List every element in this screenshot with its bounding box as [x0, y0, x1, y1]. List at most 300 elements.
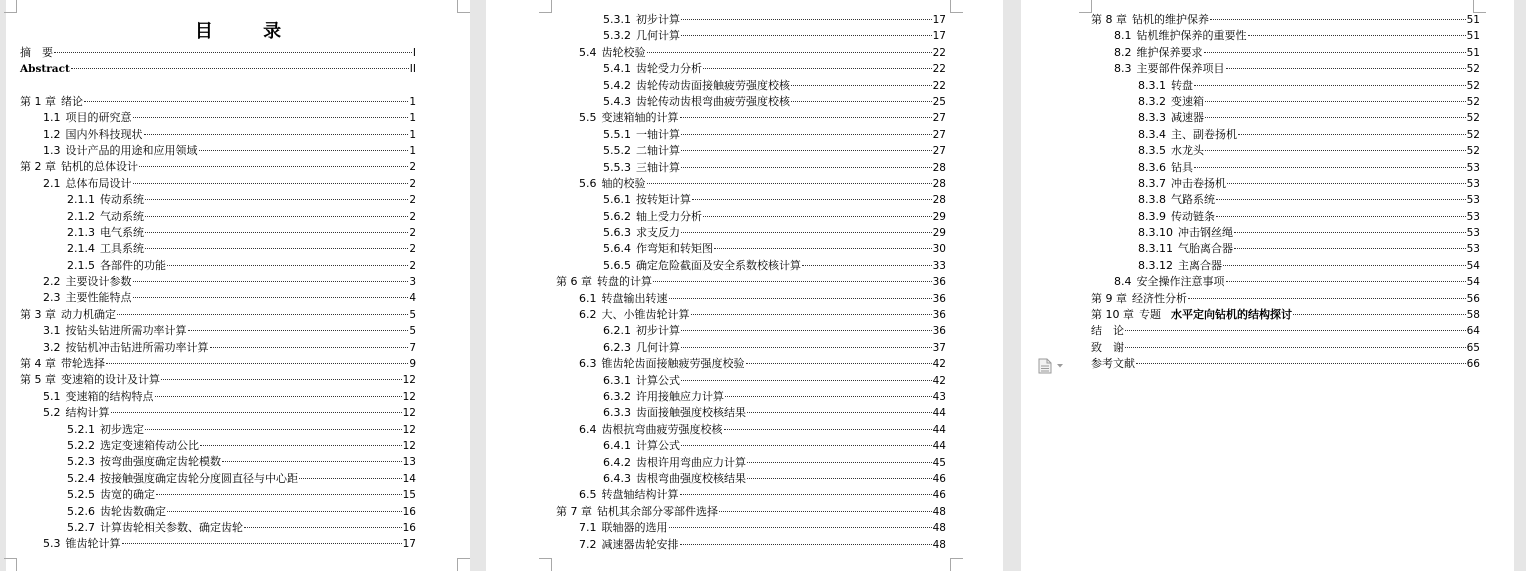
toc-title: 目 录	[194, 21, 304, 42]
page-gap-1	[470, 0, 486, 571]
toc-entry-page-number: 44	[932, 407, 946, 420]
toc-entry-title: 转盘的计算	[597, 275, 652, 289]
toc-entry-title: 齿面接触强度校核结果	[636, 406, 746, 420]
toc-entry-number: 6.4.2	[603, 455, 631, 469]
toc-dot-leader	[1226, 281, 1466, 282]
toc-dot-leader	[680, 544, 932, 545]
toc-entry[interactable]	[556, 45, 946, 61]
toc-entry-page-number: 22	[932, 46, 946, 59]
toc-entry[interactable]	[556, 422, 946, 438]
toc-entry-page-number: 51	[1466, 46, 1480, 59]
toc-entry-title: 钻机其余部分零部件选择	[597, 504, 718, 518]
toc-entry-title: 气动系统	[100, 209, 144, 223]
toc-entry-title: 变速箱的设计及计算	[61, 373, 160, 387]
page-gap-right	[1514, 0, 1526, 571]
toc-entry[interactable]	[20, 176, 416, 192]
toc-entry[interactable]	[556, 487, 946, 503]
toc-entry[interactable]	[556, 160, 946, 176]
toc-entry[interactable]	[1091, 143, 1480, 159]
toc-entry-number: 第 5 章	[20, 373, 56, 387]
toc-entry-page-number: 12	[402, 374, 416, 387]
toc-entry-title: 齿轮齿数确定	[100, 504, 166, 518]
toc-entry-title: 经济性分析	[1132, 291, 1187, 305]
toc-entry-page-number: 12	[402, 439, 416, 452]
toc-entry-page-number: 1	[409, 144, 416, 157]
toc-entry-number: 5.6.3	[603, 226, 631, 240]
toc-entry-number: 8.3.2	[1138, 94, 1166, 108]
toc-dot-leader	[106, 363, 408, 364]
toc-dot-leader	[746, 363, 932, 364]
toc-entry[interactable]	[556, 291, 946, 307]
toc-entry-title: 齿轮校验	[601, 45, 646, 59]
toc-entry[interactable]	[556, 504, 946, 520]
toc-entry-title: 主要部件保养项目	[1136, 62, 1225, 76]
toc-dot-leader	[1227, 183, 1466, 184]
toc-entry-title: 联轴器的选用	[601, 521, 668, 535]
toc-entry-title: 选定变速箱传动公比	[100, 438, 199, 452]
toc-entry-number: 第 7 章	[556, 504, 592, 518]
toc-entry-page-number: 2	[409, 210, 416, 223]
toc-entry-number: 第 3 章	[20, 307, 56, 321]
toc-entry[interactable]	[556, 340, 946, 356]
toc-entry-number: 5.6.2	[603, 209, 631, 223]
toc-entry-page-number: 48	[932, 522, 946, 535]
toc-dot-leader	[1194, 85, 1466, 86]
toc-entry-title: 三轴计算	[636, 160, 680, 174]
toc-dot-leader	[669, 527, 932, 528]
toc-entry-page-number: 12	[402, 423, 416, 436]
toc-entry-number: 第 2 章	[20, 160, 56, 174]
toc-entry-number: 2.1.3	[67, 225, 95, 239]
toc-dot-leader	[1136, 363, 1466, 364]
toc-entry[interactable]	[1091, 258, 1480, 274]
toc-entry-title: 参考文献	[1091, 357, 1135, 371]
toc-entry[interactable]	[556, 12, 946, 28]
toc-entry[interactable]	[556, 209, 946, 225]
toc-entry[interactable]	[556, 127, 946, 143]
toc-entry[interactable]	[1091, 28, 1480, 44]
crop-mark-bottom-left	[539, 558, 552, 571]
toc-entry-number: 8.3.4	[1138, 127, 1166, 141]
toc-entry-title: 转盘输出转速	[601, 291, 668, 305]
toc-entry-page-number: 27	[932, 128, 946, 141]
toc-entry[interactable]	[556, 537, 946, 553]
toc-entry-title: 齿根抗弯曲疲劳强度校核	[601, 422, 723, 436]
toc-entry-title: 带轮选择	[61, 357, 105, 371]
toc-entry[interactable]	[556, 455, 946, 471]
toc-entry[interactable]	[20, 127, 416, 143]
toc-dot-leader	[133, 297, 409, 298]
toc-entry[interactable]	[20, 438, 416, 454]
toc-dot-leader	[669, 298, 932, 299]
toc-entry-page-number: 28	[932, 194, 946, 207]
toc-entry-title: 计算公式	[636, 373, 680, 387]
toc-entry[interactable]	[20, 454, 416, 470]
toc-entry[interactable]	[1091, 307, 1480, 323]
toc-dot-leader	[802, 265, 932, 266]
toc-entry[interactable]	[556, 373, 946, 389]
toc-entry-title: 按钻机冲击钻进所需功率计算	[65, 340, 209, 354]
toc-entry-title: 设计产品的用途和应用领域	[65, 143, 198, 157]
toc-entry[interactable]	[1091, 241, 1480, 257]
document-icon	[1038, 358, 1052, 374]
toc-entry[interactable]	[556, 258, 946, 274]
toc-entry-page-number: 30	[932, 243, 946, 256]
toc-entry[interactable]	[20, 536, 416, 552]
toc-entry-title: 计算齿轮相关参数、确定齿轮	[100, 520, 243, 534]
toc-entry[interactable]	[1091, 209, 1480, 225]
toc-entry-title: 确定危险截面及安全系数校核计算	[636, 258, 801, 272]
toc-entry-page-number: 51	[1466, 30, 1480, 43]
toc-entry-number: 8.3.3	[1138, 111, 1166, 125]
toc-entry-page-number: 29	[932, 210, 946, 223]
toc-entry[interactable]	[1091, 78, 1480, 94]
toc-entry-title: 齿轮传动齿根弯曲疲劳强度校核	[636, 94, 790, 108]
toc-entry[interactable]	[1091, 45, 1480, 61]
toc-entry-title: 齿根许用弯曲应力计算	[636, 455, 746, 469]
toc-entry-title: 计算公式	[636, 439, 680, 453]
toc-entry-number: 6.5	[579, 488, 597, 502]
toc-entry-number: 3.2	[43, 340, 61, 354]
crop-mark-bottom-left	[4, 558, 17, 571]
toc-entry-number: 5.4.1	[603, 62, 631, 76]
toc-entry[interactable]	[556, 241, 946, 257]
toc-entry-page-number: 48	[932, 505, 946, 518]
crop-mark-bottom-right	[457, 558, 470, 571]
toc-dot-leader	[681, 150, 932, 151]
toc-dot-leader	[1216, 216, 1466, 217]
crop-mark-bottom-right	[950, 558, 963, 571]
toc-entry-number: 5.4.3	[603, 94, 631, 108]
toc-entry[interactable]	[20, 241, 416, 257]
toc-entry-number: 2.2	[43, 275, 61, 289]
toc-entry[interactable]	[556, 192, 946, 208]
toc-entry-title: 初步选定	[100, 422, 144, 436]
toc-dot-leader	[1216, 199, 1466, 200]
toc-dot-leader	[167, 265, 408, 266]
toc-entry[interactable]	[556, 307, 946, 323]
toc-entry[interactable]	[20, 487, 416, 503]
toc-entry-page-number: 7	[409, 341, 416, 354]
toc-entry-title: Abstract	[20, 63, 70, 76]
toc-entry[interactable]	[1091, 12, 1480, 28]
toc-entry-number: 第 1 章	[20, 94, 56, 108]
toc-dot-leader	[155, 396, 402, 397]
toc-dot-leader	[54, 52, 412, 53]
toc-entry-title: 传动系统	[100, 193, 144, 207]
toc-entry-title: 锥齿轮齿面接触疲劳强度校验	[601, 357, 745, 371]
toc-entry-title: 气路系统	[1171, 193, 1215, 207]
toc-entry[interactable]	[1091, 127, 1480, 143]
toc-entry[interactable]	[20, 504, 416, 520]
crop-mark-top-left	[539, 0, 552, 13]
toc-dot-leader	[145, 232, 408, 233]
chevron-down-icon	[1056, 363, 1064, 369]
toc-entry-page-number: I	[412, 47, 416, 59]
toc-entry-title: 总体布局设计	[65, 176, 132, 190]
toc-entry-number: 6.4.1	[603, 439, 631, 453]
toc-entry[interactable]	[20, 209, 416, 225]
toc-entry-page-number: 13	[402, 456, 416, 469]
toc-entry-title: 钻具	[1171, 160, 1193, 174]
toc-entry-title: 减速器	[1171, 111, 1204, 125]
toc-entry-page-number: 9	[409, 358, 416, 371]
toc-entry[interactable]	[20, 258, 416, 274]
toc-dot-leader	[1234, 232, 1466, 233]
toc-entry[interactable]	[556, 225, 946, 241]
toc-entry-number: 5.6	[579, 176, 597, 190]
document-options-icon[interactable]	[1038, 358, 1068, 374]
toc-dot-leader	[1125, 330, 1466, 331]
crop-mark-top-right	[457, 0, 470, 13]
toc-entry-title: 许用接触应力计算	[636, 389, 724, 403]
toc-dot-leader	[692, 199, 932, 200]
toc-dot-leader	[139, 166, 408, 167]
toc-entry-page-number: 1	[409, 112, 416, 125]
toc-entry[interactable]	[20, 192, 416, 208]
toc-entry-title: 冲击卷扬机	[1171, 176, 1226, 190]
toc-dot-leader	[1248, 35, 1466, 36]
toc-entry-title: 致 谢	[1091, 340, 1124, 354]
toc-entry-number: 6.2.1	[603, 324, 631, 338]
toc-entry[interactable]	[20, 471, 416, 487]
toc-list-page-3	[1091, 12, 1480, 373]
toc-entry[interactable]	[20, 372, 416, 388]
toc-entry-number: 2.1	[43, 176, 61, 190]
toc-entry[interactable]	[1091, 61, 1480, 77]
toc-entry-page-number: 27	[932, 112, 946, 125]
toc-entry[interactable]	[20, 520, 416, 536]
toc-entry[interactable]	[1091, 192, 1480, 208]
toc-dot-leader	[703, 216, 932, 217]
toc-entry-title: 变速箱的结构特点	[65, 389, 154, 403]
toc-dot-leader	[145, 199, 408, 200]
toc-entry[interactable]	[556, 94, 946, 110]
toc-entry-title: 电气系统	[100, 225, 144, 239]
toc-entry[interactable]	[556, 176, 946, 192]
toc-entry-page-number: 22	[932, 63, 946, 76]
toc-entry-page-number: 53	[1466, 194, 1480, 207]
toc-entry-title: 动力机确定	[61, 307, 116, 321]
toc-entry-number: 6.2.3	[603, 340, 631, 354]
toc-entry-title: 几何计算	[636, 340, 680, 354]
toc-entry-title: 轴上受力分析	[636, 209, 702, 223]
toc-entry-title: 按接触强度确定齿轮分度圆直径与中心距	[100, 471, 298, 485]
toc-entry-number: 5.6.1	[603, 193, 631, 207]
toc-dot-leader	[111, 412, 402, 413]
toc-entry[interactable]	[1091, 160, 1480, 176]
toc-dot-leader	[647, 52, 932, 53]
toc-entry[interactable]	[20, 405, 416, 421]
toc-entry[interactable]	[20, 356, 416, 372]
toc-entry-page-number: 36	[932, 292, 946, 305]
toc-entry-number: 5.5.3	[603, 160, 631, 174]
toc-entry-number: 6.3.3	[603, 406, 631, 420]
toc-entry[interactable]	[1091, 291, 1480, 307]
toc-entry[interactable]	[20, 94, 416, 110]
toc-entry[interactable]	[1091, 94, 1480, 110]
toc-entry-page-number: 1	[409, 95, 416, 108]
toc-entry[interactable]	[20, 110, 416, 126]
toc-entry-number: 7.1	[579, 521, 597, 535]
toc-dot-leader	[122, 543, 402, 544]
toc-entry-number: 8.3	[1114, 62, 1132, 76]
toc-entry-title: 轴的校验	[601, 176, 646, 190]
toc-dot-leader	[681, 445, 932, 446]
toc-entry[interactable]	[556, 274, 946, 290]
toc-dot-leader	[244, 527, 402, 528]
toc-entry-title: 一轴计算	[636, 127, 680, 141]
toc-entry[interactable]	[556, 28, 946, 44]
toc-entry-title: 转盘轴结构计算	[601, 488, 679, 502]
toc-entry-page-number: 52	[1466, 95, 1480, 108]
toc-entry-page-number: 22	[932, 79, 946, 92]
toc-entry-title: 钻机的总体设计	[61, 160, 138, 174]
toc-entry[interactable]	[556, 110, 946, 126]
toc-entry-page-number: 29	[932, 227, 946, 240]
toc-dot-leader	[681, 35, 932, 36]
toc-dot-leader	[1223, 265, 1466, 266]
toc-entry-page-number: 5	[409, 308, 416, 321]
toc-entry-page-number: 48	[932, 538, 946, 551]
toc-entry-title: 齿轮受力分析	[636, 62, 702, 76]
toc-entry-number: 2.1.4	[67, 242, 95, 256]
toc-entry[interactable]	[20, 389, 416, 405]
toc-entry-title: 钻机维护保养的重要性	[1136, 29, 1247, 43]
toc-dot-leader	[681, 330, 932, 331]
toc-entry[interactable]	[20, 159, 416, 175]
toc-entry-page-number: 58	[1466, 309, 1480, 322]
toc-entry-page-number: II	[409, 63, 416, 76]
toc-entry-page-number: 5	[409, 325, 416, 338]
toc-entry-page-number: 33	[932, 259, 946, 272]
toc-entry-page-number: 16	[402, 521, 416, 534]
toc-entry-title: 工具系统	[100, 242, 144, 256]
toc-entry[interactable]	[20, 274, 416, 290]
toc-entry[interactable]	[556, 471, 946, 487]
toc-entry-number: 8.3.8	[1138, 193, 1166, 207]
toc-entry[interactable]	[20, 422, 416, 438]
toc-entry[interactable]	[556, 78, 946, 94]
toc-entry-number: 5.3	[43, 537, 61, 551]
toc-entry[interactable]	[556, 438, 946, 454]
toc-entry[interactable]	[1091, 340, 1480, 356]
toc-entry-number: 5.2.5	[67, 488, 95, 502]
toc-dot-leader	[681, 232, 932, 233]
toc-entry-page-number: 56	[1466, 292, 1480, 305]
toc-entry[interactable]	[556, 323, 946, 339]
toc-entry-page-number: 14	[402, 472, 416, 485]
toc-entry[interactable]	[1091, 225, 1480, 241]
toc-dot-leader	[222, 461, 402, 462]
toc-dot-leader	[714, 248, 932, 249]
toc-entry[interactable]	[556, 520, 946, 536]
toc-entry-number: 8.3.9	[1138, 209, 1166, 223]
toc-dot-leader	[145, 216, 408, 217]
toc-entry-page-number: 46	[932, 472, 946, 485]
toc-entry-title: 主、副卷扬机	[1171, 127, 1237, 141]
toc-dot-leader	[200, 445, 402, 446]
toc-entry[interactable]	[1091, 274, 1480, 290]
toc-entry-page-number: 44	[932, 440, 946, 453]
toc-entry-page-number: 42	[932, 358, 946, 371]
toc-dot-leader	[747, 462, 932, 463]
page-3	[1021, 0, 1514, 571]
toc-entry-page-number: 17	[932, 30, 946, 43]
toc-dot-leader	[133, 183, 409, 184]
toc-entry-page-number: 52	[1466, 63, 1480, 76]
toc-entry-number: 5.4	[579, 45, 597, 59]
toc-entry[interactable]	[556, 61, 946, 77]
toc-entry[interactable]	[20, 143, 416, 159]
toc-entry[interactable]	[20, 307, 416, 323]
toc-entry-number: 8.3.7	[1138, 176, 1166, 190]
toc-entry-number: 第 6 章	[556, 275, 592, 289]
toc-entry[interactable]	[20, 61, 416, 77]
toc-entry[interactable]	[1091, 323, 1480, 339]
toc-entry-page-number: 52	[1466, 79, 1480, 92]
toc-entry[interactable]	[20, 340, 416, 356]
toc-entry-title: 锥齿轮计算	[65, 537, 121, 551]
toc-entry-page-number: 66	[1466, 358, 1480, 371]
toc-entry-number: 2.1.2	[67, 209, 95, 223]
toc-entry-title: 按钻头钻进所需功率计算	[65, 324, 187, 338]
toc-dot-leader	[84, 101, 408, 102]
toc-entry-title: 初步计算	[636, 324, 680, 338]
toc-dot-leader	[299, 478, 402, 479]
toc-entry-page-number: 44	[932, 423, 946, 436]
toc-entry-page-number: 2	[409, 177, 416, 190]
toc-entry[interactable]	[1091, 110, 1480, 126]
toc-entry-page-number: 4	[409, 292, 416, 305]
toc-entry-page-number: 46	[932, 489, 946, 502]
toc-entry-subtitle: 水平定向钻机的结构探讨	[1171, 308, 1292, 322]
toc-entry[interactable]	[20, 290, 416, 306]
toc-entry[interactable]	[1091, 356, 1480, 372]
toc-entry-number: 3.1	[43, 324, 61, 338]
toc-entry-title: 主离合器	[1178, 258, 1222, 272]
toc-entry-page-number: 2	[409, 226, 416, 239]
toc-entry-number: 1.2	[43, 127, 61, 141]
toc-entry-title: 绪论	[61, 94, 83, 108]
toc-dot-leader	[71, 68, 409, 69]
toc-entry-page-number: 28	[932, 161, 946, 174]
toc-entry-title: 国内外科技现状	[65, 127, 143, 141]
toc-entry-title: 几何计算	[636, 29, 680, 43]
toc-entry[interactable]	[20, 323, 416, 339]
toc-entry[interactable]	[20, 45, 416, 61]
toc-entry-title: 水龙头	[1171, 144, 1204, 158]
toc-entry[interactable]	[1091, 176, 1480, 192]
toc-entry-page-number: 54	[1466, 259, 1480, 272]
toc-entry-page-number: 17	[932, 14, 946, 26]
toc-list-page-1	[20, 45, 416, 553]
toc-entry[interactable]	[556, 405, 946, 421]
toc-entry-title: 减速器齿轮安排	[601, 537, 679, 551]
toc-entry[interactable]	[556, 143, 946, 159]
toc-entry-number: 8.1	[1114, 29, 1132, 43]
toc-entry[interactable]	[556, 356, 946, 372]
crop-mark-top-right	[950, 0, 963, 13]
toc-dot-leader	[117, 314, 408, 315]
toc-entry-page-number: 2	[409, 259, 416, 272]
toc-dot-leader	[653, 281, 932, 282]
toc-entry[interactable]	[20, 225, 416, 241]
toc-dot-leader	[133, 281, 409, 282]
toc-entry[interactable]	[556, 389, 946, 405]
toc-dot-leader	[144, 134, 409, 135]
toc-dot-leader	[156, 494, 402, 495]
